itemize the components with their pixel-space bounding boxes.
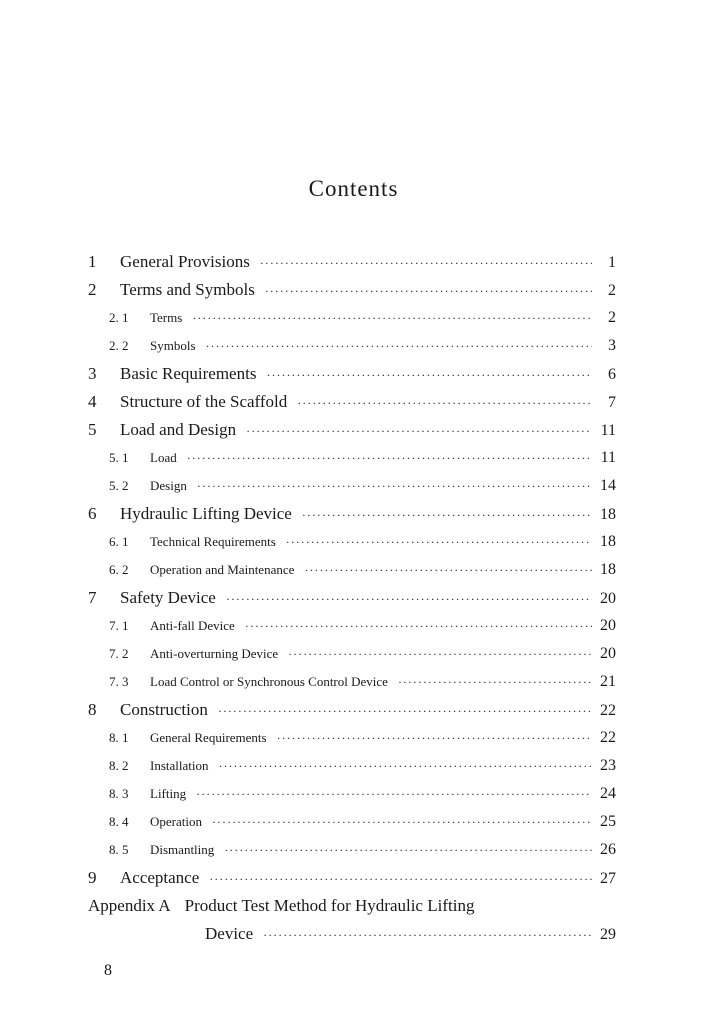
toc-subentry [88,640,616,668]
toc-entry [88,696,616,724]
toc-entry-page: 25 [600,813,616,830]
toc-entry-page: 18 [600,533,616,550]
toc-entry-page: 7 [608,394,616,411]
dot-leader [288,640,592,668]
toc-entry-number: 5. 2 [109,478,129,493]
toc-entry-title: Structure of the Scaffold [120,392,288,411]
toc-entry-page: 20 [600,645,616,662]
toc-subentry [88,612,616,640]
dot-leader [263,921,592,949]
toc-entry-page: 3 [608,337,616,354]
toc-entry-page: 29 [600,926,616,943]
toc-entry-title: Load Control or Synchronous Control Device [150,674,388,689]
appendix-label: Appendix A [88,896,171,915]
toc-entry-title: Dismantling [150,842,215,857]
toc-subentry [88,836,616,864]
toc-entry [88,388,616,416]
toc-subentry [88,752,616,780]
toc-entry-page: 22 [600,702,616,719]
toc-entry-number: 7. 1 [109,618,129,633]
toc-entry-number: 2. 1 [109,310,129,325]
toc-entry-page: 14 [600,477,616,494]
toc-entry-number: 6 [88,504,97,523]
toc-entry-number: 3 [88,364,97,383]
toc-subentry [88,444,616,472]
toc-entry-page: 24 [600,785,616,802]
toc-entry-title: Terms and Symbols [120,280,255,299]
toc-entry-page: 2 [608,282,616,299]
toc-entry-page: 18 [600,506,616,523]
toc-subentry [88,780,616,808]
dot-leader [196,780,592,808]
toc-entry-title: Terms [150,310,183,325]
toc-subentry [88,332,616,360]
dot-leader [260,249,592,277]
toc-entry-number: 8. 5 [109,842,129,857]
toc-subentry [88,668,616,696]
toc-entry-number: 6. 1 [109,534,129,549]
toc-entry-title: General Provisions [120,252,250,271]
toc-entry-number: 2 [88,280,97,299]
dot-leader [218,697,592,725]
toc-entry-title: Construction [120,700,208,719]
dot-leader [266,361,592,389]
toc-entry-number: 2. 2 [109,338,129,353]
toc-entry-page: 22 [600,729,616,746]
toc-entry-title: Symbols [150,338,196,353]
toc-entry-page: 26 [600,841,616,858]
toc-entry-number: 8. 3 [109,786,129,801]
toc-entry-number: 9 [88,868,97,887]
toc-entry-number: 7. 2 [109,646,129,661]
toc-entry-number: 6. 2 [109,562,129,577]
toc-entry-page: 20 [600,617,616,634]
toc-entry-page: 27 [600,870,616,887]
toc-entry-title: Load [150,450,177,465]
toc-entry-page: 11 [600,449,616,466]
toc-entry-title: Anti-overturning Device [150,646,279,661]
dot-leader [398,668,592,696]
toc-subentry [88,304,616,332]
toc-entry-number: 8. 2 [109,758,129,773]
dot-leader [277,724,592,752]
toc-entry-title: Operation and Maintenance [150,562,295,577]
toc-entry-number: 5. 1 [109,450,129,465]
page-title: Contents [308,176,399,201]
dot-leader [226,585,592,613]
toc-entry-title: Safety Device [120,588,216,607]
dot-leader [286,528,592,556]
dot-leader [245,612,592,640]
toc-subentry [88,724,616,752]
dot-leader [209,865,592,893]
dot-leader [265,277,592,305]
toc-entry-page: 20 [600,590,616,607]
toc-entry-number: 1 [88,252,97,271]
toc-entry-page: 11 [600,422,616,439]
appendix-title-line1: Product Test Method for Hydraulic Lifting [184,896,475,915]
toc-entry-number: 7 [88,588,97,607]
dot-leader [246,417,592,445]
toc-subentry [88,472,616,500]
toc-entry [88,276,616,304]
toc-subentry [88,528,616,556]
toc-entry-title: General Requirements [150,730,267,745]
toc-entry-number: 8 [88,700,97,719]
toc-entry [88,248,616,276]
dot-leader [187,444,592,472]
toc-entry-page: 23 [600,757,616,774]
toc-appendix-entry-continued [88,920,616,948]
toc-subentry [88,808,616,836]
dot-leader [197,472,592,500]
toc-entry [88,416,616,444]
table-of-contents [88,248,616,948]
toc-entry-number: 8. 1 [109,730,129,745]
dot-leader [297,389,592,417]
toc-entry-page: 2 [608,309,616,326]
toc-entry-title: Basic Requirements [120,364,257,383]
dot-leader [212,808,592,836]
toc-appendix-entry [88,892,616,920]
dot-leader [224,836,592,864]
toc-entry-page: 21 [600,673,616,690]
footer-page-number: 8 [104,962,112,979]
toc-entry [88,360,616,388]
toc-entry [88,500,616,528]
toc-entry-title: Anti-fall Device [150,618,235,633]
dot-leader [304,556,592,584]
toc-entry-number: 5 [88,420,97,439]
toc-entry [88,864,616,892]
toc-entry-title: Acceptance [120,868,200,887]
toc-subentry [88,556,616,584]
toc-entry-number: 7. 3 [109,674,129,689]
dot-leader [206,332,592,360]
toc-entry-page: 18 [600,561,616,578]
toc-entry-number: 4 [88,392,97,411]
toc-entry-page: 1 [608,254,616,271]
dot-leader [302,501,592,529]
toc-entry-title: Operation [150,814,202,829]
toc-entry-title: Load and Design [120,420,237,439]
toc-entry-title: Lifting [150,786,187,801]
appendix-title-line2: Device [205,924,254,943]
dot-leader [219,752,593,780]
toc-entry-number: 8. 4 [109,814,129,829]
toc-entry-page: 6 [608,366,616,383]
toc-entry-title: Technical Requirements [150,534,276,549]
toc-entry-title: Design [150,478,187,493]
dot-leader [192,304,592,332]
toc-entry [88,584,616,612]
toc-entry-title: Installation [150,758,209,773]
toc-entry-title: Hydraulic Lifting Device [120,504,292,523]
